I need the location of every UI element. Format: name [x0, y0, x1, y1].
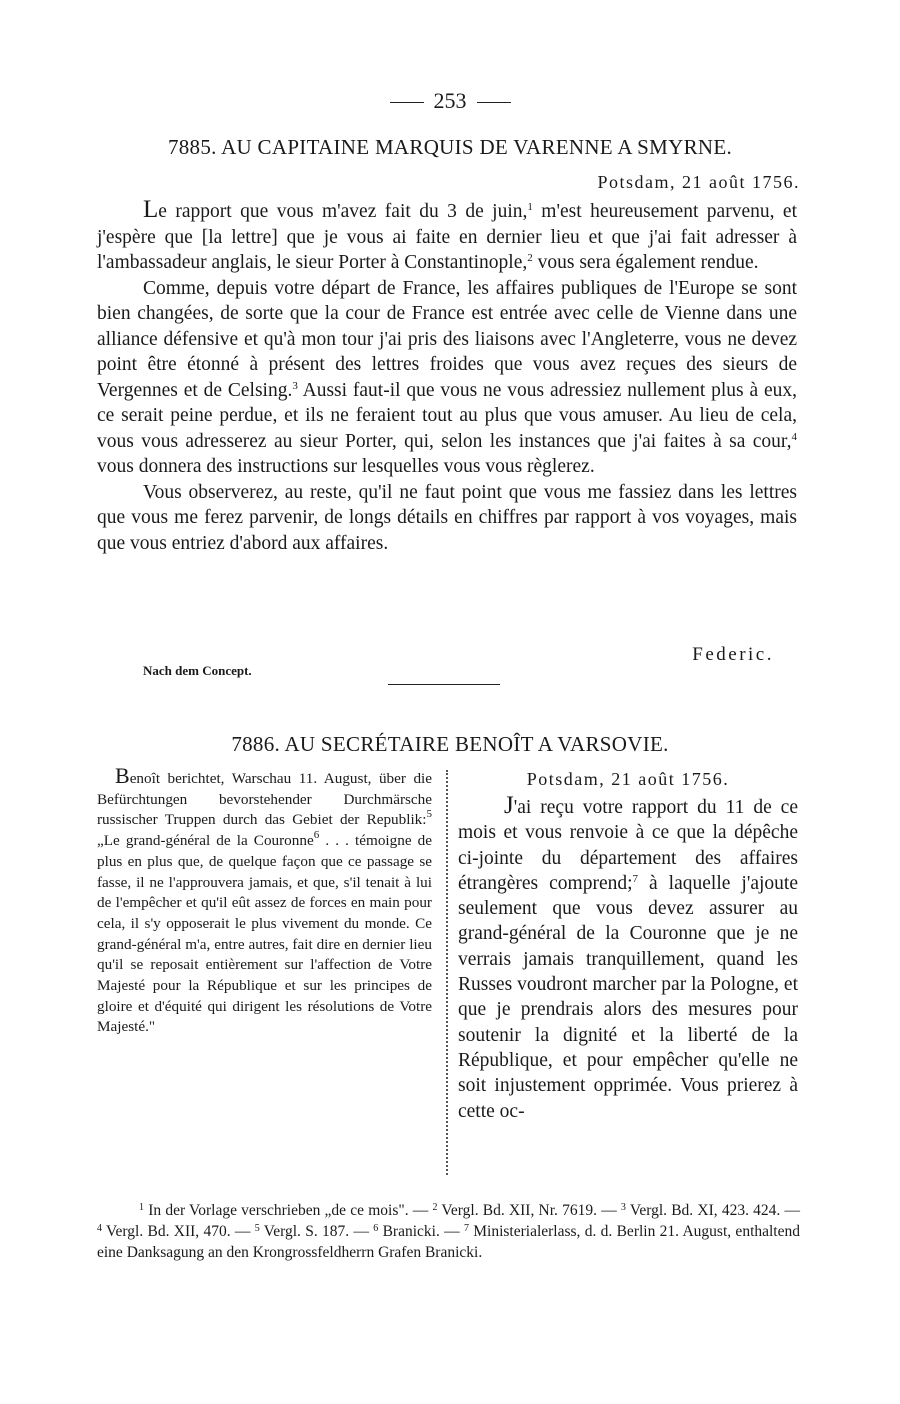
letter-7885-source-note: Nach dem Concept.: [143, 663, 252, 678]
footnote-ref: 6: [313, 829, 320, 842]
page-number-text: 253: [433, 88, 467, 113]
column-separator: [446, 770, 448, 1175]
page-number: [0, 88, 900, 114]
letter-7886-summary: [97, 763, 432, 1038]
page-number-dash-right: [477, 102, 511, 103]
letter-7885-paragraph-2: Comme, depuis votre départ de France, les affaires publiques de l'Europe se sont bien changées, de sorte que la cour de France est entrée avec celle de Vienne dans une alliance défensive et qu'à mon tour j'ai pris des liaisons avec l'Angleterre, vous ne devez point être étonné à présent des lettres froides que vous avez reçues des sieurs de Vergennes et de Celsing.$^3$ Aussi faut-il que vous ne vous adressiez nullement plus à eux, ce serait peine perdue, et ils ne feraient tout au plus que vous amuser. Au lieu de cela, vous vous adresserez au sieur Porter, qui, selon les instances que j'ai faites à sa cour,$^4$ vous donnera des instructions sur lesquelles vous vous règlerez.: [97, 277, 797, 477]
footnote-ref: 4: [791, 430, 797, 443]
letter-7886-dateline: Potsdam, 21 août 1756.: [526, 769, 730, 789]
drop-initial: L: [143, 196, 159, 223]
letter-7886-paragraph: J'ai reçu votre rapport du 11 de ce mois et vous renvoie à ce que la dépêche ci-jointe du département des affaires étrangères comprend;$^7$ à laquelle j'ajoute seulement que vous devez assurer au grand-général de la Couronne que je ne verrais jamais tranquillement, quand les Russes voudront marcher par la Pologne, et que je prendrais alors des mesures pour soutenir la dignité et la liberté de la République, et pour empêcher qu'elle ne soit injustement opprimée. Vous prierez à cette oc-: [458, 792, 798, 1122]
letter-7885-heading: 7885. AU CAPITAINE MARQUIS DE VARENNE A SMYRNE.: [167, 135, 733, 159]
footnote-ref: 3: [292, 379, 298, 392]
letter-7885-body: [97, 197, 797, 556]
footnote-ref: 1: [527, 201, 533, 213]
letter-7886-body: [458, 793, 798, 1124]
summary-paragraph: Benoît berichtet, Warschau 11. August, über die Befürchtungen bevorstehender Durchmärsche russischer Truppen durch das Gebiet der Republik:$^5$ „Le grand-général de la Couronne$^6$ . . . témoigne de plus en plus que, de quelque façon que ce passage se fasse, il ne l'approuvera jamais, et que, s'il tenait à lui de l'empêcher et qu'il eût assez de forces en main pour cela, il s'y opposerait le plus vivement du monde. Ce grand-général m'a, entre autres, fait dire en dernier lieu qu'il se reposait entièrement sur l'affection de Votre Majesté pour la République et sur les principes de gloire et d'équité qui dirigent les résolutions de Votre Majesté.": [97, 763, 432, 1036]
letter-7885-paragraph-1: Le rapport que vous m'avez fait du 3 de juin,$^1$ m'est heureusement parvenu, et j'espère que [la lettre] que je vous ai faite en dernier lieu et que j'ai fait adresser à l'ambassadeur anglais, le sieur Porter à Constantinople,$^2$ vous sera également rendue.: [97, 196, 797, 273]
section-divider: [388, 684, 500, 685]
letter-7885-dateline: Potsdam, 21 août 1756.: [597, 172, 800, 192]
drop-initial: J: [504, 792, 514, 819]
drop-initial: B: [115, 763, 130, 788]
letter-7886-heading: 7886. AU SECRÉTAIRE BENOÎT A VARSOVIE.: [231, 732, 669, 756]
footnote-ref: 5: [426, 808, 432, 821]
footnotes-text: $^1$ In der Vorlage verschrieben „de ce mois". — $^2$ Vergl. Bd. XII, Nr. 7619. — $^3$ Vergl. Bd. XI, 423. 424. — $^4$ Vergl. Bd. XII, 470. — $^5$ Vergl. S. 187. — $^6$ Branicki. — $^7$ Ministerialerlass, d. d. Berlin 21. August, enthaltend eine Danksagung an den Krongrossfeldherrn Grafen Branicki.: [97, 1202, 800, 1261]
footnotes: [97, 1200, 800, 1263]
footnote-ref: 7: [632, 872, 639, 885]
footnote-ref: 2: [527, 252, 533, 264]
letter-7885-paragraph-3: Vous observerez, au reste, qu'il ne faut point que vous me fassiez dans les lettres que vous me ferez parvenir, de longs détails en chiffres par rapport à vos voyages, mais que vous entriez d'abord aux affaires.: [97, 481, 797, 554]
letter-7885-signature: Federic.: [692, 644, 774, 665]
page-number-dash-left: [390, 102, 424, 103]
